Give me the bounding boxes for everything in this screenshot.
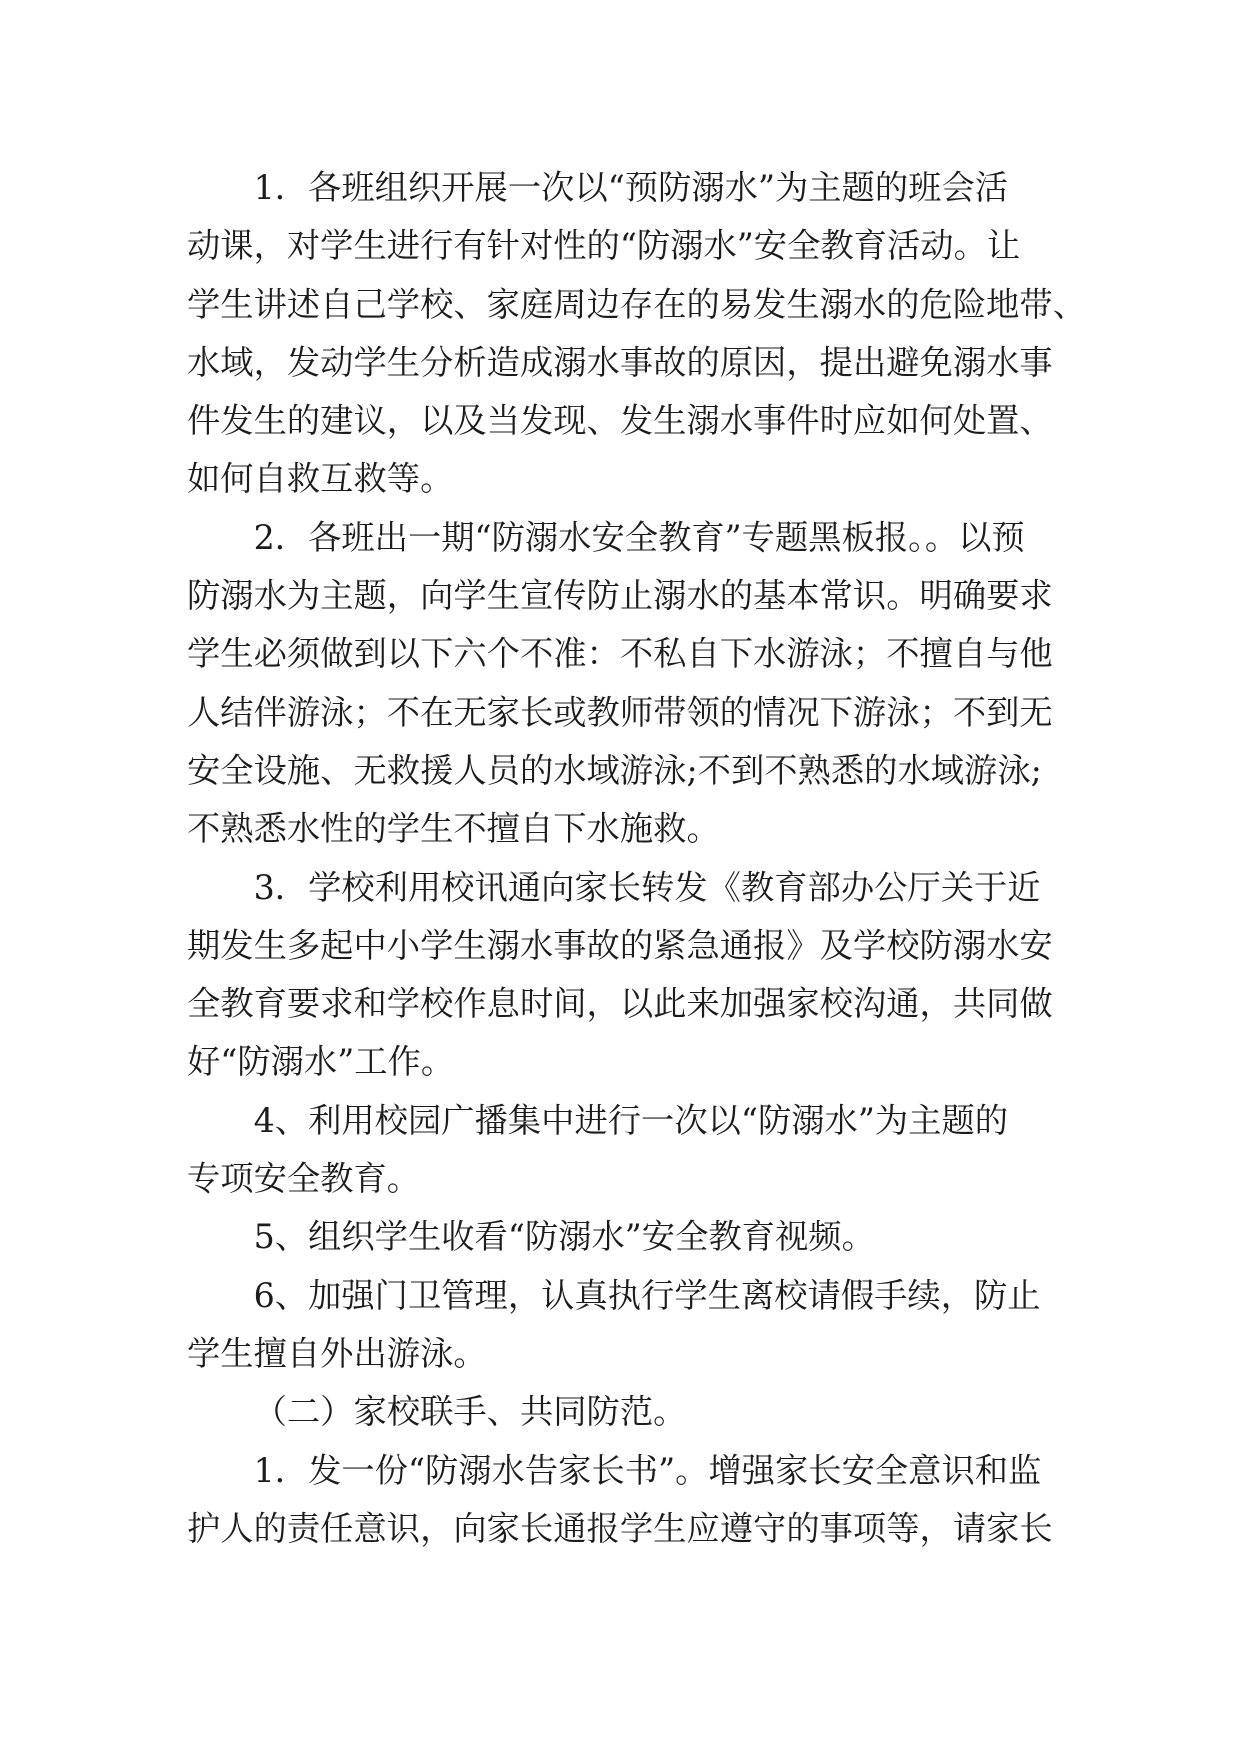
paragraph-line: 1．发一份“防溺水告家长书”。增强家长安全意识和监 [253, 1450, 1042, 1490]
paragraph-line: 件发生的建议，以及当发现、发生溺水事件时应如何处置、 [187, 401, 1053, 441]
paragraph-line: 5、组织学生收看“防溺水”安全教育视频。 [253, 1217, 875, 1257]
paragraph-line: 安全设施、无救援人员的水域游泳;不到不熟悉的水域游泳; [187, 750, 1042, 790]
paragraph-line: 学生讲述自己学校、家庭周边存在的易发生溺水的危险地带、 [187, 284, 1087, 324]
section-heading-text: （二）家校联手、共同防范。 [253, 1392, 687, 1432]
paragraph-gate-management [187, 1267, 1117, 1384]
paragraph-blackboard [187, 509, 1117, 859]
paragraph-line: 学生擅自外出游泳。 [187, 1333, 487, 1373]
document-body [187, 159, 1117, 1558]
paragraph-parent-notice [187, 859, 1117, 1092]
paragraph-line: 如何自救互救等。 [187, 459, 454, 499]
paragraph-line: 期发生多起中小学生溺水事故的紧急通报》及学校防溺水安 [187, 925, 1053, 965]
paragraph-line: 好“防溺水”工作。 [187, 1042, 455, 1082]
paragraph-line: 水域，发动学生分析造成溺水事故的原因，提出避免溺水事 [187, 342, 1053, 382]
paragraph-line: 人结伴游泳；不在无家长或教师带领的情况下游泳；不到无 [187, 692, 1053, 732]
paragraph-line: 学生必须做到以下六个不准：不私自下水游泳；不擅自与他 [187, 634, 1053, 674]
section-heading [187, 1383, 1117, 1441]
paragraph-line: 专项安全教育。 [187, 1159, 421, 1199]
paragraph-line: 不熟悉水性的学生不擅自下水施救。 [187, 809, 720, 849]
paragraph-parent-letter [187, 1442, 1117, 1559]
paragraph-line: 4、利用校园广播集中进行一次以“防溺水”为主题的 [253, 1100, 1009, 1140]
paragraph-line: 2．各班出一期“防溺水安全教育”专题黑板报。。以预 [253, 517, 1025, 557]
paragraph-line: 防溺水为主题，向学生宣传防止溺水的基本常识。明确要求 [187, 576, 1053, 616]
paragraph-line: 动课，对学生进行有针对性的“防溺水”安全教育活动。让 [187, 226, 1021, 266]
paragraph-broadcast [187, 1092, 1117, 1209]
paragraph-line: 6、加强门卫管理，认真执行学生离校请假手续，防止 [253, 1275, 1041, 1315]
paragraph-video [187, 1208, 1117, 1266]
paragraph-line: 3．学校利用校讯通向家长转发《教育部办公厅关于近 [253, 867, 1041, 907]
paragraph-line: 1．各班组织开展一次以“预防溺水”为主题的班会活 [253, 168, 1009, 207]
paragraph-line: 全教育要求和学校作息时间，以此来加强家校沟通，共同做 [187, 984, 1053, 1024]
paragraph-class-meeting [187, 159, 1117, 509]
paragraph-line: 护人的责任意识，向家长通报学生应遵守的事项等，请家长 [187, 1508, 1053, 1548]
